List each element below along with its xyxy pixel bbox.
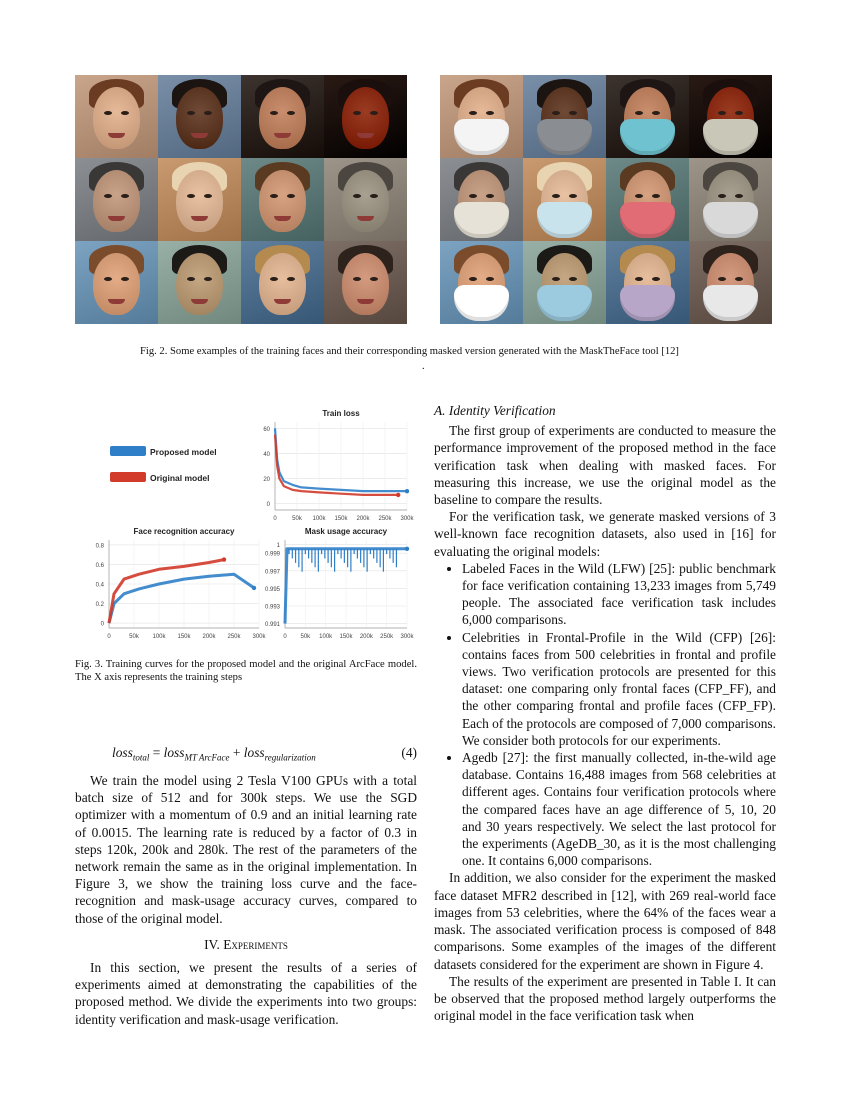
chart-title: Mask usage accuracy (304, 527, 388, 536)
original-faces-grid (75, 75, 407, 324)
series-end-point (396, 493, 400, 497)
identity-verification-paragraph-2: For the verification task, we generate masked versions of 3 well-known face recognition datasets, also used in [16] for evaluating the original models: (434, 509, 776, 559)
y-tick-label: 0.997 (264, 569, 280, 576)
face-recognition-accuracy-chart (96, 527, 267, 640)
training-paragraph: We train the model using 2 Tesla V100 GPUs with a total batch size of 512 and for 300k steps. We use the SGD optimizer with a momentum of 0.9 and an initial learning rate of 0.0015. The learning rate is reduced by a factor of 0.3 in steps 120k, 200k and 280k. The rest of the parameters of the network remain the same as in the original implementation. In Figure 3, we show the training loss curve and the face-recognition and mask-usage accuracy curves, compared to those of the original model. (75, 773, 417, 926)
list-item: • Agedb [27]: the first manually collected, in-the-wild age database. Contains 16,488 images from 568 celebrities at different ages. Contains four verification protocols where the compared faces have an age difference of 5, 10, 20 and 30 years respectively. We select the last protocol for the experiments (AgeDB_30, as it is the most challenging one. It contains 6,000 comparisons. (462, 749, 776, 869)
x-tick-label: 0 (107, 634, 111, 640)
masked-face-image (606, 158, 689, 241)
face-image (324, 241, 407, 324)
x-tick-label: 300k (400, 634, 414, 640)
x-tick-label: 300k (252, 634, 266, 640)
masked-face-image (440, 241, 523, 324)
masked-face-image (689, 241, 772, 324)
y-tick-label: 0.995 (264, 586, 280, 593)
y-tick-label: 0.6 (95, 562, 104, 569)
identity-verification-paragraph-1: The first group of experiments are conducted to measure the performance improvement of the proposed method in the face verification task when dealing with masked faces. For measuring this increase, we use the original model as the baseline to compare the results. (434, 423, 776, 508)
legend-proposed-label: Proposed model (150, 447, 217, 457)
dataset-list (434, 560, 776, 870)
x-tick-label: 200k (359, 634, 373, 640)
x-tick-label: 250k (227, 634, 241, 640)
x-tick-label: 200k (356, 516, 370, 522)
chart-title: Train loss (322, 409, 360, 418)
x-tick-label: 150k (334, 516, 348, 522)
face-image (158, 241, 241, 324)
masked-face-image (523, 241, 606, 324)
series-end-point (252, 586, 256, 590)
masked-face-image (606, 241, 689, 324)
y-tick-label: 1 (276, 542, 280, 549)
series-line-original (109, 560, 224, 624)
figure-3-charts (72, 395, 417, 645)
x-tick-label: 0 (283, 634, 287, 640)
legend-original-label: Original model (150, 473, 210, 483)
masked-face-image (606, 75, 689, 158)
y-tick-label: 40 (263, 451, 270, 458)
x-tick-label: 50k (129, 634, 139, 640)
masked-face-image (689, 75, 772, 158)
series-end-point (405, 547, 409, 551)
face-image (241, 158, 324, 241)
left-column (75, 772, 417, 1028)
mask-usage-accuracy-chart (265, 527, 415, 640)
y-tick-label: 60 (263, 426, 270, 433)
x-tick-label: 50k (292, 516, 302, 522)
figure-3-caption: Fig. 3. Training curves for the proposed model and the original ArcFace model. The X axis represents the training steps (75, 659, 417, 683)
x-tick-label: 150k (177, 634, 191, 640)
masked-face-image (440, 75, 523, 158)
series-end-point (222, 557, 226, 561)
y-tick-label: 20 (263, 477, 270, 484)
x-tick-label: 300k (400, 516, 414, 522)
masked-face-image (523, 158, 606, 241)
masked-face-image (440, 158, 523, 241)
series-end-point (405, 489, 409, 493)
face-image (324, 158, 407, 241)
x-tick-label: 250k (380, 634, 394, 640)
y-tick-label: 0 (266, 502, 270, 509)
legend-proposed-swatch (110, 446, 146, 456)
chart-title: Face recognition accuracy (133, 527, 235, 536)
legend-original-swatch (110, 472, 146, 482)
face-image (241, 241, 324, 324)
figure-2-dot: . (422, 361, 425, 372)
equation-4: loss$_{total}$ = loss$_{MT ArcFace}$ + loss$_{regularization}$ (4) (112, 745, 417, 763)
y-tick-label: 0 (100, 621, 104, 628)
x-tick-label: 150k (339, 634, 353, 640)
x-tick-label: 0 (273, 516, 277, 522)
face-image (158, 158, 241, 241)
figure-2-caption: Fig. 2. Some examples of the training faces and their corresponding masked version generated with the MaskTheFace tool [12] (140, 346, 679, 357)
results-paragraph: The results of the experiment are presented in Table I. It can be observed that the proposed method largely outperforms the original model in the face verification task when (434, 973, 776, 1024)
face-image (241, 75, 324, 158)
masked-faces-grid (440, 75, 772, 324)
x-tick-label: 100k (312, 516, 326, 522)
face-image (75, 75, 158, 158)
face-image (75, 158, 158, 241)
list-item: • Labeled Faces in the Wild (LFW) [25]: public benchmark for face verification containing 13,233 images from 5,749 people. The associated face verification task includes 6,000 comparisons. (462, 560, 776, 629)
y-tick-label: 0.999 (264, 551, 280, 558)
masked-face-image (689, 158, 772, 241)
x-tick-label: 250k (378, 516, 392, 522)
masked-face-image (523, 75, 606, 158)
x-tick-label: 100k (152, 634, 166, 640)
x-tick-label: 50k (300, 634, 311, 640)
x-tick-label: 200k (202, 634, 216, 640)
face-image (324, 75, 407, 158)
y-tick-label: 0.993 (264, 604, 280, 611)
list-item: • Celebrities in Frontal-Profile in the Wild (CFP) [26]: contains faces from 500 celebrities in frontal and profile views. Two verification protocols are presented for this dataset: one comparing only frontal faces (CFP_FF), and the other comparing frontal and profile faces (CFP_FP). Each of the protocols are composed of 7,000 comparisons. We consider both protocols for our experiments. (462, 629, 776, 749)
face-image (75, 241, 158, 324)
equation-number: (4) (401, 745, 417, 760)
y-tick-label: 0.4 (95, 582, 104, 589)
train-loss-chart (263, 409, 414, 522)
x-tick-label: 100k (319, 634, 333, 640)
experiments-intro-paragraph: In this section, we present the results of a series of experiments aimed at demonstrating the capabilities of the proposed method. We divide the experiments into two groups: identity verification and mask-usage verification. (75, 960, 417, 1027)
mfr2-paragraph: In addition, we also consider for the experiment the masked face dataset MFR2 described in [12], with 269 real-world face images from 53 celebrities, where the 64% of the faces wear a mask. The associated verification process is composed of 848 comparisons. Some examples of the images of the different datasets considered for the experiment are shown in Figure 4. (434, 870, 776, 972)
right-column (434, 402, 776, 1024)
y-tick-label: 0.2 (95, 602, 104, 609)
face-image (158, 75, 241, 158)
series-line-proposed (109, 574, 254, 623)
y-tick-label: 0.8 (95, 543, 104, 550)
y-tick-label: 0.991 (264, 622, 280, 629)
subsection-heading: A. Identity Verification (434, 403, 556, 418)
section-heading: IV. Experiments (204, 936, 288, 952)
